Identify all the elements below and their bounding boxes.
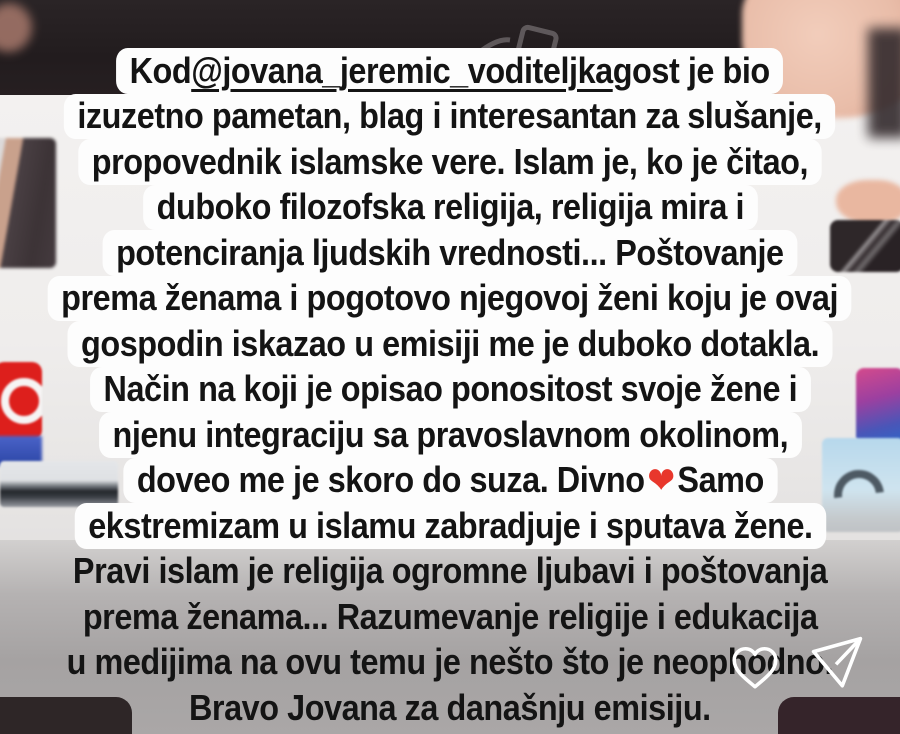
heart-emoji: ❤ [646, 458, 675, 502]
text-segment: gost je bio [613, 49, 771, 91]
text-card [99, 412, 802, 458]
text-segment: doveo me je skoro do suza. Divno [136, 459, 645, 501]
text-card [123, 458, 777, 504]
text-segment: u medijima na ovu temu je nešto što je neophodno. [66, 641, 834, 683]
text-card [67, 321, 832, 367]
story-text-line [0, 276, 900, 322]
story-text-line [0, 48, 900, 94]
text-segment: Kod [129, 49, 192, 91]
text-card [90, 367, 811, 413]
text-segment: prema ženama... Razumevanje religije i edukacija [82, 595, 818, 637]
text-segment: prema ženama i pogotovo njegovoj ženi koju je ovaj [61, 277, 839, 319]
story-text-line [0, 94, 900, 140]
share-plane-icon[interactable] [807, 633, 871, 695]
story-text-line [0, 185, 900, 231]
story-text-line [0, 367, 900, 413]
text-segment: Samo [677, 459, 764, 501]
text-card [103, 230, 798, 276]
text-segment: Bravo Jovana za današnju emisiju. [189, 686, 711, 728]
text-plain [69, 594, 831, 640]
text-card [116, 48, 783, 94]
text-segment: njenu integraciju sa pravoslavnom okolinom, [112, 413, 788, 455]
text-segment: izuzetno pametan, blag i interesantan za slušanje, [77, 95, 823, 137]
story-text-line [0, 321, 900, 367]
text-segment: Način na koji je opisao ponositost svoje žene i [103, 368, 797, 410]
text-plain [176, 685, 725, 731]
like-heart-icon[interactable] [729, 642, 781, 694]
text-segment: gospodin iskazao u emisiji me je duboko dotakla. [80, 322, 820, 364]
story-text-line [0, 594, 900, 640]
text-segment: propovednik islamske vere. Islam je, ko je čitao, [91, 140, 809, 182]
story-text-line [0, 230, 900, 276]
text-card [64, 94, 835, 140]
text-segment: potenciranja ljudskih vrednosti... Poštovanje [116, 231, 784, 273]
story-text-line [0, 139, 900, 185]
mention-link[interactable]: @jovana_jeremic_voditeljka [191, 49, 614, 91]
story-caption [0, 48, 900, 731]
text-card [48, 276, 852, 322]
story-text-line [0, 503, 900, 549]
text-plain [59, 549, 840, 595]
text-segment: Pravi islam je religija ogromne ljubavi i poštovanja [72, 550, 828, 592]
text-segment: ekstremizam u islamu zabradjuje i sputava žene. [87, 504, 813, 546]
text-card [143, 185, 757, 231]
text-plain [53, 640, 846, 686]
text-card [78, 139, 821, 185]
story-text-line [0, 458, 900, 504]
story-text-line [0, 549, 900, 595]
text-card [74, 503, 825, 549]
story-text-line [0, 412, 900, 458]
text-segment: duboko filozofska religija, religija mira i [156, 186, 744, 228]
